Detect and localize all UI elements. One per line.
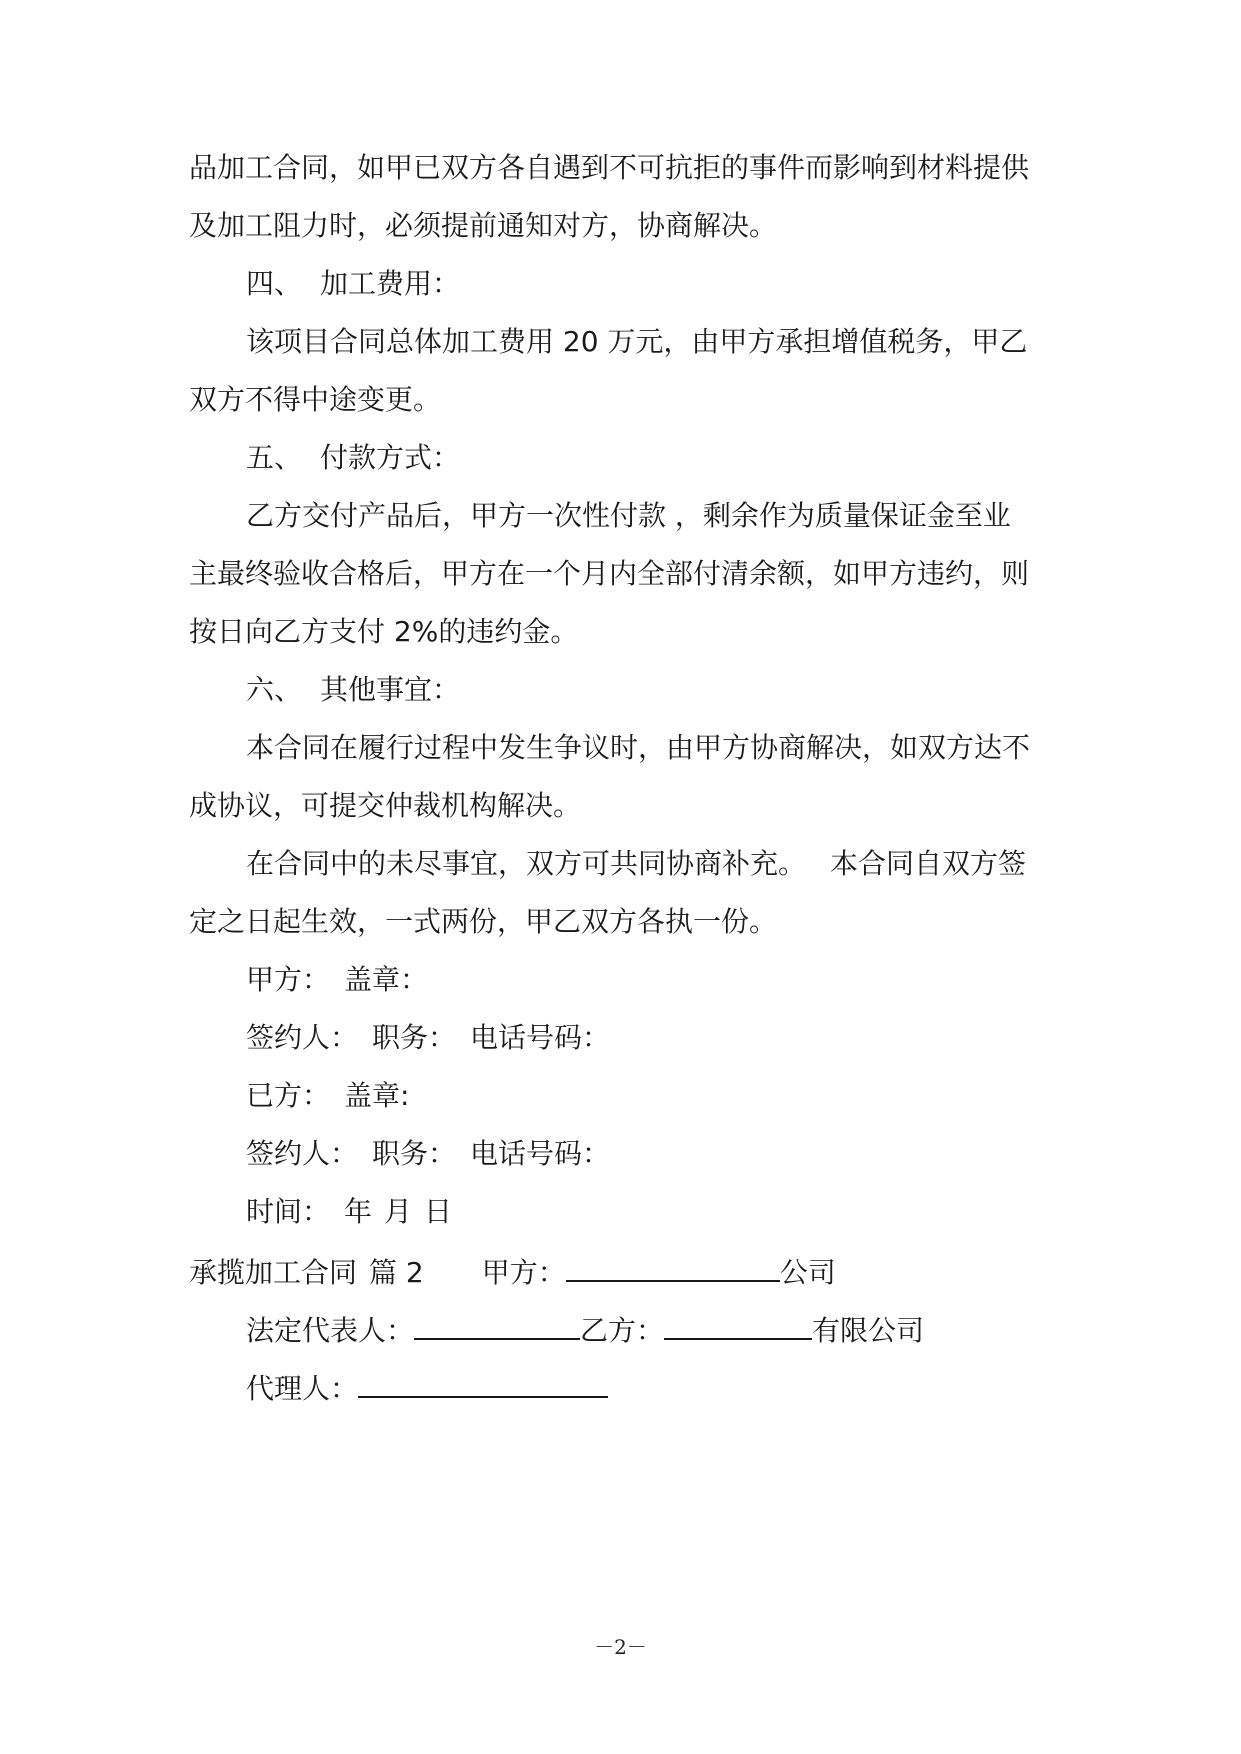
position-label: 职务： bbox=[372, 1137, 457, 1170]
signatory-label: 签约人： bbox=[246, 1021, 359, 1054]
text: 成协议，可提交仲裁机构解决。 bbox=[189, 789, 582, 822]
party-a-label: 甲方： bbox=[481, 1256, 566, 1289]
paragraph-line bbox=[189, 902, 777, 942]
text: 定之日起生效，一式两份，甲乙双方各执一份。 bbox=[189, 905, 778, 938]
section-title: 加工费用： bbox=[320, 267, 461, 300]
party-label: 甲方： bbox=[246, 963, 331, 996]
signatory-line bbox=[246, 1134, 610, 1174]
text: 本合同自双方签 bbox=[830, 847, 1027, 880]
party-b-blank bbox=[664, 1308, 812, 1340]
paragraph-line bbox=[189, 554, 1029, 594]
agent-line bbox=[246, 1366, 608, 1406]
phone-label: 电话号码： bbox=[470, 1137, 611, 1170]
contract-2-heading-line bbox=[189, 1250, 836, 1290]
section-heading-4 bbox=[246, 264, 460, 304]
paragraph-line bbox=[189, 786, 581, 826]
paragraph-line bbox=[246, 322, 1027, 362]
company-suffix: 公司 bbox=[779, 1256, 836, 1289]
section-title: 付款方式： bbox=[320, 441, 461, 474]
legal-rep-line bbox=[246, 1308, 924, 1348]
paragraph-line bbox=[189, 380, 441, 420]
text: 在合同中的未尽事宜，双方可共同协商补充。 bbox=[246, 847, 807, 880]
section-heading-5 bbox=[246, 438, 460, 478]
legal-rep-blank bbox=[414, 1308, 580, 1340]
party-a-blank bbox=[566, 1250, 780, 1282]
company-suffix: 有限公司 bbox=[812, 1314, 925, 1347]
phone-label: 电话号码： bbox=[470, 1021, 611, 1054]
section-number: 四、 bbox=[246, 267, 303, 300]
text: 本合同在履行过程中发生争议时，由甲方协商解决，如双方达不 bbox=[246, 731, 1031, 764]
position-label: 职务： bbox=[372, 1021, 457, 1054]
party-label: 已方： bbox=[246, 1079, 331, 1112]
text: 该项目合同总体加工费用 20 万元，由甲方承担增值税务，甲乙 bbox=[246, 325, 1028, 358]
contract-number: 篇 2 bbox=[369, 1256, 424, 1289]
party-b-label: 乙方： bbox=[580, 1314, 665, 1347]
legal-rep-label: 法定代表人： bbox=[246, 1314, 415, 1347]
party-b-signature-line bbox=[246, 1076, 409, 1116]
signatory-label: 签约人： bbox=[246, 1137, 359, 1170]
signatory-line bbox=[246, 1018, 610, 1058]
year-label: 年 bbox=[344, 1195, 373, 1228]
paragraph-line bbox=[246, 728, 1030, 768]
date-line bbox=[246, 1192, 452, 1232]
date-label: 时间： bbox=[246, 1195, 331, 1228]
seal-label: 盖章: bbox=[344, 1079, 410, 1112]
text: 双方不得中途变更。 bbox=[189, 383, 442, 416]
paragraph-line bbox=[189, 206, 777, 246]
paragraph-line bbox=[246, 496, 1011, 536]
paragraph-line bbox=[189, 612, 578, 652]
paragraph-line bbox=[189, 148, 1029, 188]
day-label: 日 bbox=[424, 1195, 453, 1228]
paragraph-line bbox=[246, 844, 1026, 884]
party-a-signature-line bbox=[246, 960, 428, 1000]
text: 及加工阻力时，必须提前通知对方，协商解决。 bbox=[189, 209, 778, 242]
agent-label: 代理人： bbox=[246, 1372, 359, 1405]
contract-title: 承揽加工合同 bbox=[189, 1256, 358, 1289]
agent-blank bbox=[358, 1366, 608, 1398]
section-heading-6 bbox=[246, 670, 460, 710]
section-number: 五、 bbox=[246, 441, 303, 474]
page-number: －2－ bbox=[594, 1635, 647, 1659]
seal-label: 盖章： bbox=[344, 963, 429, 996]
text: 乙方交付产品后，甲方一次性付款 ，剩余作为质量保证金至业 bbox=[246, 499, 1011, 532]
section-title: 其他事宜： bbox=[320, 673, 461, 706]
text: 品加工合同，如甲已双方各自遇到不可抗拒的事件而影响到材料提供 bbox=[189, 151, 1030, 184]
text: 按日向乙方支付 2%的违约金。 bbox=[189, 615, 579, 648]
text: 主最终验收合格后，甲方在一个月内全部付清余额，如甲方违约，则 bbox=[189, 557, 1030, 590]
month-label: 月 bbox=[384, 1195, 413, 1228]
section-number: 六、 bbox=[246, 673, 303, 706]
